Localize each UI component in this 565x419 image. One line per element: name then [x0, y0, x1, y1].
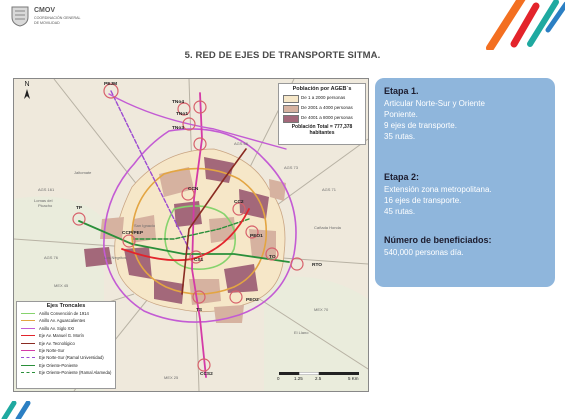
- place-label: El Llano: [294, 330, 309, 335]
- population-legend: [278, 83, 366, 145]
- scale-tick: 5 Km: [348, 376, 359, 381]
- place-label: San Ignacio: [134, 223, 156, 228]
- population-legend-label: De 2001 a 4000 personas: [301, 105, 353, 110]
- road-label: AGS 161: [38, 187, 55, 192]
- stage2-line: 45 rutas.: [384, 207, 416, 216]
- stage1-line: Poniente.: [384, 110, 418, 119]
- route-swatch: [21, 365, 35, 366]
- place-label: Cañada Honda: [314, 225, 341, 230]
- station-label: PEO2: [246, 298, 259, 303]
- stage1-line: 35 rutas.: [384, 132, 416, 141]
- north-indicator: [22, 81, 32, 99]
- road-label: AGS 71: [322, 187, 337, 192]
- population-swatch: [283, 115, 299, 123]
- population-legend-row: [283, 104, 361, 113]
- road-label: AGS 66: [234, 141, 249, 146]
- routes-legend-row: [21, 310, 111, 317]
- station-label: CCS2: [200, 372, 213, 377]
- beneficiaries-title: Número de beneficiados:: [384, 235, 492, 245]
- routes-legend-row: [21, 332, 111, 339]
- route-legend-label: Anillo Av. Aguascalientes: [39, 318, 86, 324]
- route-legend-label: Anillo Convención de 1914: [39, 311, 89, 316]
- org-subtitle-line-2: DE MOVILIDAD: [34, 20, 60, 25]
- population-legend-row: [283, 114, 361, 123]
- org-name: CMOV: [34, 7, 55, 14]
- place-label: Picacho: [38, 203, 53, 208]
- routes-legend: [16, 301, 116, 389]
- station-label: PEJM: [104, 82, 118, 87]
- stage1-line: 9 ejes de transporte.: [384, 121, 457, 130]
- station-label: CS1: [194, 258, 204, 263]
- scale-tick: 1.25: [294, 376, 303, 381]
- population-legend-label: De 4001 a 8000 personas: [301, 115, 353, 120]
- station-label: TNo1: [176, 112, 188, 117]
- route-swatch: [21, 328, 35, 329]
- scale-tick: 2.5: [315, 376, 322, 381]
- north-arrow-icon: [24, 89, 30, 99]
- stage2-line: 16 ejes de transporte.: [384, 196, 462, 205]
- slide-title: 5. RED DE EJES DE TRANSPORTE SITMA.: [184, 50, 381, 61]
- road-label: MEX 70: [314, 307, 329, 312]
- org-subtitle-line-1: COORDINACIÓN GENERAL: [34, 16, 81, 20]
- road-label: MEX 45: [54, 283, 69, 288]
- info-panel: [375, 78, 555, 287]
- scale-bar: [276, 372, 364, 388]
- route-swatch: [21, 343, 35, 344]
- population-swatch: [283, 105, 299, 113]
- station-label: TP: [76, 206, 83, 211]
- station-label: TO: [269, 255, 276, 260]
- station-label: TS: [196, 308, 203, 313]
- population-legend-title: Población por AGEB´s: [292, 86, 352, 92]
- station-label: CC2: [234, 200, 244, 205]
- station-label: PEO1: [250, 234, 263, 239]
- routes-legend-row: [21, 325, 111, 332]
- routes-legend-row: [21, 369, 111, 376]
- routes-legend-row: [21, 362, 111, 369]
- route-legend-label: Eje Av. Manuel G. Morín: [39, 333, 84, 339]
- routes-legend-row: [21, 317, 111, 324]
- stage1-line: Articular Norte-Sur y Oriente: [384, 99, 485, 108]
- road-label: MEX 25: [164, 375, 179, 380]
- decorative-stripes-bottom: [0, 401, 50, 419]
- station-label: RTO: [312, 263, 323, 268]
- route-legend-label: Eje Oriente-Poniente (Ramal Alameda): [39, 370, 112, 376]
- decorative-stripes: [470, 0, 565, 50]
- place-label: Jaltomate: [74, 170, 92, 175]
- routes-legend-row: [21, 347, 111, 354]
- route-swatch: [21, 350, 35, 351]
- stage2-line: Extensión zona metropolitana.: [384, 185, 492, 194]
- routes-legend-row: [21, 340, 111, 347]
- scale-tick: 0: [277, 376, 280, 381]
- route-swatch: [21, 372, 35, 373]
- road-label: AGS 73: [284, 165, 299, 170]
- route-legend-label: Eje Norte-Sur (Ramal Universidad): [39, 355, 104, 361]
- place-label: Los Negritos: [104, 255, 127, 260]
- population-total-unit: habitantes: [309, 130, 335, 136]
- route-swatch: [21, 313, 35, 314]
- routes-legend-row: [21, 354, 111, 361]
- station-label: CCN: [188, 187, 199, 192]
- routes-legend-rows: [17, 310, 115, 377]
- scale-bar-graphic: [279, 372, 359, 375]
- station-label: TNo4: [172, 100, 184, 105]
- population-swatch: [283, 95, 299, 103]
- route-swatch: [21, 335, 35, 336]
- road-label: AGS 76: [44, 255, 59, 260]
- routes-legend-title: Ejes Troncales: [46, 303, 86, 309]
- transport-map: [13, 78, 369, 392]
- route-legend-label: Eje Oriente-Poniente: [39, 362, 78, 368]
- population-total: Población Total = 777,378: [291, 124, 353, 130]
- route-legend-label: Anillo Av. Siglo XXI: [39, 325, 75, 331]
- route-swatch: [21, 357, 35, 358]
- org-subtitle: [34, 16, 114, 25]
- place-label: Lomas del: [34, 198, 53, 203]
- population-legend-label: De 1 a 2000 personas: [301, 95, 346, 100]
- stage2-title: Etapa 2:: [384, 172, 420, 182]
- population-legend-row: [283, 94, 361, 103]
- beneficiaries-value: 540,000 personas día.: [384, 248, 464, 257]
- coat-of-arms-icon: [10, 5, 30, 27]
- stage1-title: Etapa 1.: [384, 86, 419, 96]
- station-label: CCP/PEP: [122, 231, 144, 236]
- cmov-logo: [10, 5, 140, 31]
- station-label: TNo3: [172, 126, 184, 131]
- north-label: N: [24, 81, 30, 88]
- route-swatch: [21, 320, 35, 321]
- route-legend-label: Eje Av. Tecnológico: [39, 340, 75, 346]
- route-legend-label: Eje Norte-Sur: [39, 347, 65, 353]
